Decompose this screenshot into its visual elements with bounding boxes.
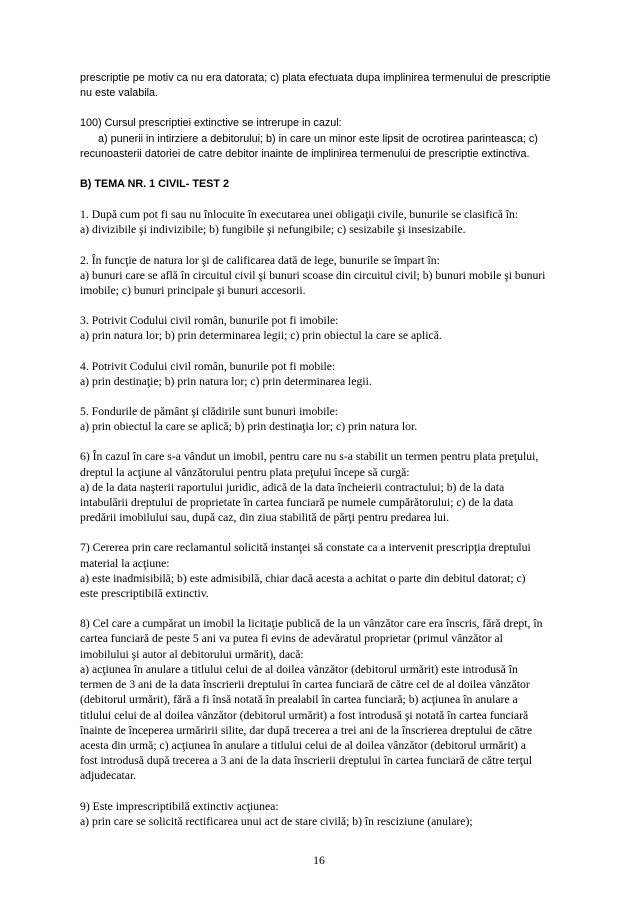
text-line: dreptul la acţiune al vânzătorului pentru plata preţului începe să curgă: <box>80 465 410 479</box>
text-line: a) prin obiectul la care se aplică; b) prin destinaţia lor; c) prin natura lor. <box>80 420 418 434</box>
intro-paragraph <box>80 71 560 101</box>
text-line: 3. Potrivit Codului civil român, bunurile pot fi imobile: <box>80 314 339 328</box>
text-line: cartea funciară de peste 5 ani va putea fi evins de adevăratul proprietar (primul vânzător al <box>80 632 503 646</box>
text-line: 9) Este imprescriptibilă extinctiv acţiunea: <box>80 799 279 813</box>
text-line: prescriptie pe motiv ca nu era datorata; c) plata efectuata dupa implinirea termenului de prescriptie <box>80 72 551 84</box>
text-line: 5. Fondurile de pământ şi clădirile sunt bunuri imobile: <box>80 405 339 419</box>
document-page <box>80 71 560 829</box>
text-line: înainte de începerea urmăririi silite, dar după trecerea a trei ani de la înscrierea dreptului de către <box>80 723 533 737</box>
text-line: intabulării dreptului de proprietate în cartea funciară pe numele cumpărătorului; c) de la data <box>80 496 514 510</box>
text-line: 7) Cererea prin care reclamantul solicită instanţei să constate ca a intervenit prescripţia dreptului <box>80 541 531 555</box>
text-line: imobilului şi autor al debitorului urmărit), dacă: <box>80 647 304 661</box>
text-line: recunoasterii datoriei de catre debitor inainte de implinirea termenului de prescriptie extinctiva. <box>80 147 530 160</box>
text-line: a) este inadmisibilă; b) este admisibilă, chiar dacă acesta a achitat o parte din debitul datorat; c) <box>80 571 526 585</box>
question-4 <box>80 359 560 389</box>
text-line: 4. Potrivit Codului civil român, bunurile pot fi mobile: <box>80 359 336 373</box>
question-9 <box>80 799 560 829</box>
page-number: 16 <box>313 854 325 867</box>
text-line: nu este valabila. <box>80 87 159 100</box>
text-line: imobile; c) bunuri principale şi bunuri accesorii. <box>80 284 306 298</box>
text-line: titlului celui de al doilea vânzător (debitorul urmărit) a fost introdusă şi notată în cartea funciară <box>80 708 529 722</box>
text-line: adjudecatar. <box>80 769 137 783</box>
question-1 <box>80 207 560 237</box>
text-line: a) prin natura lor; b) prin determinarea legii; c) prin obiectul la care se aplică. <box>80 329 442 343</box>
text-line: 1. După cum pot fi sau nu înlocuite în executarea unei obligaţii civile, bunurile se clasifică în: <box>80 208 519 222</box>
heading-text: B) TEMA NR. 1 CIVIL- TEST 2 <box>80 178 229 191</box>
text-line: a) prin destinaţie; b) prin natura lor; c) prin determinarea legii. <box>80 374 372 388</box>
text-line: acesta din urmă; c) acţiunea în anulare a titlului celui de al doilea vânzător (debitorul urmărit) a <box>80 738 526 752</box>
section-heading <box>80 177 560 192</box>
text-line: (debitorul urmărit), fără a fi însă notată în prealabil în cartea funciară; b) acţiunea în anulare a <box>80 693 518 707</box>
text-line: a) acţiunea în anulare a titlului celui de al doilea vânzător (debitorul urmărit) este introdusă în <box>80 662 518 676</box>
text-line: a) divizibile şi indivizibile; b) fungibile şi nefungibile; c) sesizabile şi insesizabile. <box>80 223 466 237</box>
question-100 <box>80 116 560 162</box>
question-6 <box>80 449 560 525</box>
question-5 <box>80 404 560 434</box>
text-line: 6) În cazul în care s-a vândut un imobil, pentru care nu s-a stabilit un termen pentru plata preţului, <box>80 450 539 464</box>
text-line: termen de 3 ani de la data înscrierii dreptului în cartea funciară de către cel de al doilea vânzător <box>80 678 530 692</box>
text-line: material la acţiune: <box>80 556 170 570</box>
question-3 <box>80 313 560 343</box>
question-7 <box>80 540 560 601</box>
question-8 <box>80 616 560 783</box>
text-line: a) bunuri care se află în circuitul civil şi bunuri scoase din circuitul civil; b) bunuri mobile şi bunuri <box>80 268 546 282</box>
text-line: 100) Cursul prescriptiei extinctive se intrerupe in cazul: <box>80 117 342 130</box>
text-line: a) punerii in intirziere a debitorului; b) in care un minor este lipsit de ocrotirea parinteasca; c) <box>98 132 538 145</box>
text-line: este prescriptibilă extinctiv. <box>80 587 209 601</box>
text-line: a) de la data naşterii raportului juridic, adică de la data încheierii contractului; b) de la data <box>80 480 505 494</box>
question-2 <box>80 253 560 299</box>
text-line: fost introdusă după trecerea a 3 ani de la data înscrierii dreptului în cartea funciară de către terţul <box>80 754 533 768</box>
text-line: a) prin care se solicită rectificarea unui act de stare civilă; b) în resciziune (anulare); <box>80 814 473 828</box>
text-line: predării imobilului sau, după caz, din ziua stabilită de părţi pentru predarea lui. <box>80 511 450 525</box>
text-line: 8) Cel care a cumpărat un imobil la licitaţie publică de la un vânzător care era înscris, fără drept, în <box>80 617 543 631</box>
text-line: 2. În funcţie de natura lor şi de calificarea dată de lege, bunurile se împart în: <box>80 253 440 267</box>
